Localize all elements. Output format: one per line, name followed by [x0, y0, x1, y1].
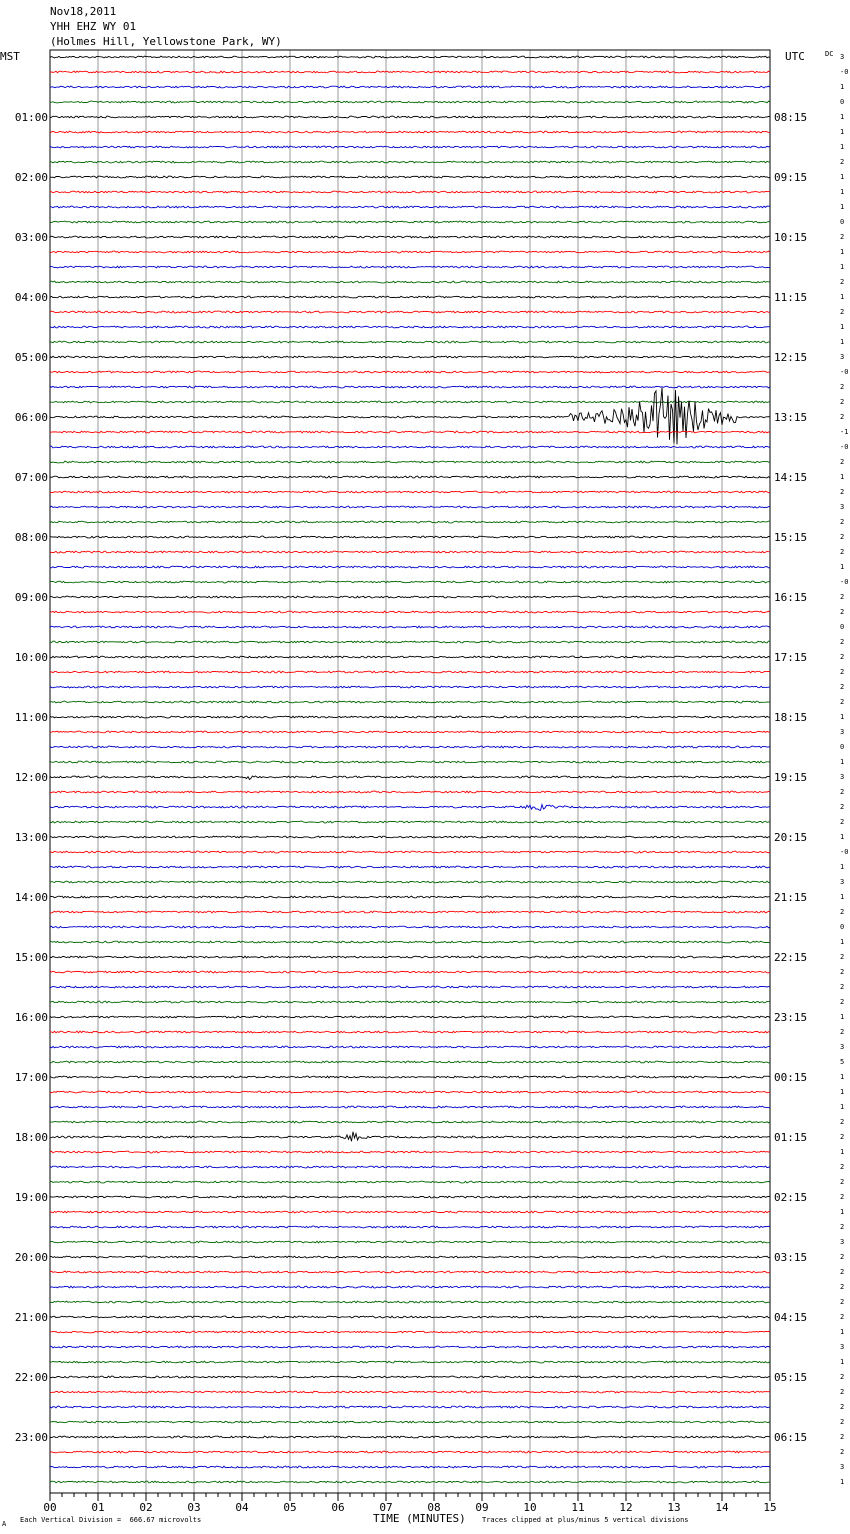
- left-hour-label: 14:00: [14, 891, 48, 904]
- trace-row-46: [50, 746, 770, 748]
- dc-offset-44: 1: [840, 713, 845, 721]
- dc-offset-59: 1: [840, 938, 845, 946]
- trace-row-17: [50, 311, 770, 313]
- dc-offset-25: -1: [840, 428, 849, 436]
- trace-row-36: [50, 596, 770, 598]
- trace-row-15: [50, 281, 770, 283]
- trace-row-86: [50, 1346, 770, 1348]
- left-hour-label: 19:00: [14, 1191, 48, 1204]
- x-tick-label: 02: [139, 1501, 153, 1514]
- dc-offset-93: 2: [840, 1448, 845, 1456]
- dc-offset-27: 2: [840, 458, 845, 466]
- dc-offset-7: 2: [840, 158, 845, 166]
- dc-offset-40: 2: [840, 653, 845, 661]
- dc-offset-78: 2: [840, 1223, 845, 1231]
- trace-row-2: [50, 86, 770, 88]
- trace-row-10: [50, 206, 770, 208]
- right-hour-label: 21:15: [774, 891, 808, 904]
- dc-offset-80: 2: [840, 1253, 845, 1261]
- trace-row-51: [50, 821, 770, 823]
- x-tick-label: 08: [427, 1501, 441, 1514]
- dc-offset-47: 1: [840, 758, 845, 766]
- dc-offset-22: 2: [840, 383, 845, 391]
- trace-row-13: [50, 251, 770, 253]
- left-hour-label: 04:00: [14, 291, 48, 304]
- trace-row-26: [50, 446, 770, 448]
- right-hour-label: 03:15: [774, 1251, 808, 1264]
- trace-row-29: [50, 491, 770, 493]
- dc-offset-49: 2: [840, 788, 845, 796]
- trace-row-43: [50, 701, 770, 703]
- dc-offset-9: 1: [840, 188, 845, 196]
- trace-row-1: [50, 71, 770, 73]
- dc-offset-76: 2: [840, 1193, 845, 1201]
- dc-offset-42: 2: [840, 683, 845, 691]
- dc-offset-63: 2: [840, 998, 845, 1006]
- trace-row-40: [50, 656, 770, 658]
- x-axis-title: TIME (MINUTES): [373, 1512, 466, 1525]
- trace-row-5: [50, 131, 770, 133]
- trace-row-37: [50, 611, 770, 613]
- dc-offset-52: 1: [840, 833, 845, 841]
- x-tick-label: 01: [91, 1501, 105, 1514]
- dc-offset-65: 2: [840, 1028, 845, 1036]
- left-hour-label: 11:00: [14, 711, 48, 724]
- scale-note: Each Vertical Division = 666.67 microvolts: [20, 1516, 202, 1524]
- dc-offset-46: 0: [840, 743, 845, 751]
- dc-offset-88: 2: [840, 1373, 845, 1381]
- trace-row-65: [50, 1031, 770, 1033]
- right-hour-label: 11:15: [774, 291, 808, 304]
- dc-offset-62: 2: [840, 983, 845, 991]
- dc-offset-37: 2: [840, 608, 845, 616]
- right-hour-label: 05:15: [774, 1371, 808, 1384]
- dc-offset-19: 1: [840, 338, 845, 346]
- trace-row-45: [50, 731, 770, 733]
- dc-offset-43: 2: [840, 698, 845, 706]
- trace-row-59: [50, 941, 770, 943]
- trace-row-53: [50, 851, 770, 853]
- right-hour-label: 20:15: [774, 831, 808, 844]
- dc-offset-70: 1: [840, 1103, 845, 1111]
- left-zone-label: MST: [0, 50, 20, 63]
- trace-row-85: [50, 1331, 770, 1333]
- right-zone-label: UTC: [785, 50, 805, 63]
- dc-offset-91: 2: [840, 1418, 845, 1426]
- trace-row-72: [50, 1132, 770, 1142]
- trace-row-88: [50, 1376, 770, 1378]
- dc-offset-56: 1: [840, 893, 845, 901]
- trace-row-58: [50, 926, 770, 928]
- trace-row-25: [50, 431, 770, 433]
- dc-offset-5: 1: [840, 128, 845, 136]
- trace-row-3: [50, 101, 770, 103]
- trace-row-14: [50, 266, 770, 268]
- dc-offset-48: 3: [840, 773, 845, 781]
- trace-row-62: [50, 986, 770, 988]
- left-hour-label: 02:00: [14, 171, 48, 184]
- dc-offset-85: 1: [840, 1328, 845, 1336]
- x-tick-label: 14: [715, 1501, 729, 1514]
- left-hour-label: 17:00: [14, 1071, 48, 1084]
- header-date: Nov18,2011: [50, 5, 117, 18]
- trace-row-89: [50, 1391, 770, 1393]
- trace-row-4: [50, 116, 770, 118]
- left-hour-label: 06:00: [14, 411, 48, 424]
- dc-offset-15: 2: [840, 278, 845, 286]
- trace-row-61: [50, 971, 770, 973]
- dc-offset-83: 2: [840, 1298, 845, 1306]
- dc-offset-16: 1: [840, 293, 845, 301]
- trace-row-87: [50, 1361, 770, 1363]
- dc-offset-2: 1: [840, 83, 845, 91]
- trace-row-80: [50, 1256, 770, 1258]
- trace-row-93: [50, 1451, 770, 1453]
- trace-row-33: [50, 551, 770, 553]
- clip-note: Traces clipped at plus/minus 5 vertical divisions: [482, 1516, 689, 1524]
- dc-offset-34: 1: [840, 563, 845, 571]
- trace-row-95: [50, 1481, 770, 1483]
- trace-row-83: [50, 1301, 770, 1303]
- left-hour-label: 12:00: [14, 771, 48, 784]
- dc-offset-51: 2: [840, 818, 845, 826]
- dc-offset-8: 1: [840, 173, 845, 181]
- dc-offset-55: 3: [840, 878, 845, 886]
- left-hour-label: 07:00: [14, 471, 48, 484]
- trace-row-55: [50, 881, 770, 883]
- right-hour-label: 02:15: [774, 1191, 808, 1204]
- trace-row-12: [50, 236, 770, 238]
- right-hour-label: 06:15: [774, 1431, 808, 1444]
- x-tick-label: 13: [667, 1501, 681, 1514]
- dc-offset-92: 2: [840, 1433, 845, 1441]
- trace-row-76: [50, 1196, 770, 1198]
- trace-row-11: [50, 221, 770, 223]
- x-tick-label: 06: [331, 1501, 345, 1514]
- trace-row-39: [50, 641, 770, 643]
- left-hour-label: 08:00: [14, 531, 48, 544]
- x-tick-label: 15: [763, 1501, 777, 1514]
- dc-offset-73: 1: [840, 1148, 845, 1156]
- trace-row-74: [50, 1166, 770, 1168]
- trace-row-18: [50, 326, 770, 328]
- trace-row-38: [50, 626, 770, 628]
- trace-row-48: [50, 776, 770, 780]
- right-hour-label: 09:15: [774, 171, 808, 184]
- trace-row-94: [50, 1466, 770, 1468]
- trace-row-70: [50, 1106, 770, 1108]
- dc-offset-74: 2: [840, 1163, 845, 1171]
- dc-offset-30: 3: [840, 503, 845, 511]
- dc-offset-20: 3: [840, 353, 845, 361]
- trace-row-8: [50, 176, 770, 178]
- left-hour-label: 13:00: [14, 831, 48, 844]
- x-tick-label: 10: [523, 1501, 537, 1514]
- x-tick-label: 04: [235, 1501, 249, 1514]
- dc-offset-0: 3: [840, 53, 845, 61]
- left-hour-label: 09:00: [14, 591, 48, 604]
- dc-offset-79: 3: [840, 1238, 845, 1246]
- trace-row-7: [50, 161, 770, 163]
- header-station: YHH EHZ WY 01: [50, 20, 137, 33]
- trace-row-30: [50, 506, 770, 508]
- trace-row-34: [50, 566, 770, 568]
- dc-offset-75: 2: [840, 1178, 845, 1186]
- right-hour-label: 17:15: [774, 651, 808, 664]
- x-tick-label: 12: [619, 1501, 633, 1514]
- trace-row-66: [50, 1046, 770, 1048]
- dc-offset-60: 2: [840, 953, 845, 961]
- right-hour-label: 08:15: [774, 111, 808, 124]
- trace-row-6: [50, 146, 770, 148]
- left-hour-label: 03:00: [14, 231, 48, 244]
- trace-row-52: [50, 836, 770, 838]
- dc-offset-14: 1: [840, 263, 845, 271]
- trace-row-73: [50, 1151, 770, 1153]
- dc-offset-61: 2: [840, 968, 845, 976]
- left-hour-label: 20:00: [14, 1251, 48, 1264]
- dc-offset-82: 2: [840, 1283, 845, 1291]
- dc-offset-21: -0: [840, 368, 849, 376]
- trace-row-42: [50, 686, 770, 688]
- x-tick-label: 11: [571, 1501, 585, 1514]
- dc-offset-23: 2: [840, 398, 845, 406]
- trace-row-91: [50, 1421, 770, 1423]
- left-hour-label: 21:00: [14, 1311, 48, 1324]
- trace-row-82: [50, 1286, 770, 1288]
- dc-offset-24: 2: [840, 413, 845, 421]
- left-hour-label: 22:00: [14, 1371, 48, 1384]
- right-hour-label: 18:15: [774, 711, 808, 724]
- right-hour-label: 22:15: [774, 951, 808, 964]
- dc-offset-95: 1: [840, 1478, 845, 1486]
- trace-row-35: [50, 581, 770, 583]
- right-hour-label: 01:15: [774, 1131, 808, 1144]
- left-hour-label: 16:00: [14, 1011, 48, 1024]
- right-hour-label: 04:15: [774, 1311, 808, 1324]
- dc-offset-31: 2: [840, 518, 845, 526]
- dc-offset-58: 0: [840, 923, 845, 931]
- corner-mark: A: [2, 1520, 7, 1528]
- trace-row-77: [50, 1211, 770, 1213]
- dc-offset-38: 0: [840, 623, 845, 631]
- dc-offset-4: 1: [840, 113, 845, 121]
- left-hour-label: 01:00: [14, 111, 48, 124]
- dc-offset-3: 0: [840, 98, 845, 106]
- dc-offset-89: 2: [840, 1388, 845, 1396]
- dc-offset-71: 2: [840, 1118, 845, 1126]
- trace-row-32: [50, 536, 770, 538]
- trace-row-84: [50, 1316, 770, 1318]
- dc-offset-28: 1: [840, 473, 845, 481]
- dc-offset-86: 3: [840, 1343, 845, 1351]
- dc-offset-67: 5: [840, 1058, 845, 1066]
- x-tick-label: 03: [187, 1501, 201, 1514]
- trace-row-69: [50, 1091, 770, 1093]
- left-hour-label: 23:00: [14, 1431, 48, 1444]
- dc-offset-18: 1: [840, 323, 845, 331]
- dc-offset-10: 1: [840, 203, 845, 211]
- trace-row-20: [50, 356, 770, 358]
- trace-row-68: [50, 1076, 770, 1078]
- x-tick-label: 09: [475, 1501, 489, 1514]
- dc-offset-68: 1: [840, 1073, 845, 1081]
- trace-row-27: [50, 461, 770, 463]
- trace-row-56: [50, 896, 770, 898]
- left-hour-label: 10:00: [14, 651, 48, 664]
- dc-offset-29: 2: [840, 488, 845, 496]
- dc-offset-57: 2: [840, 908, 845, 916]
- right-hour-label: 23:15: [774, 1011, 808, 1024]
- dc-offset-94: 3: [840, 1463, 845, 1471]
- trace-row-75: [50, 1181, 770, 1183]
- dc-offset-53: -0: [840, 848, 849, 856]
- dc-offset-12: 2: [840, 233, 845, 241]
- dc-offset-81: 2: [840, 1268, 845, 1276]
- dc-label: DC: [825, 50, 834, 58]
- dc-offset-39: 2: [840, 638, 845, 646]
- right-hour-label: 00:15: [774, 1071, 808, 1084]
- trace-row-57: [50, 911, 770, 913]
- dc-offset-1: -0: [840, 68, 849, 76]
- dc-offset-35: -0: [840, 578, 849, 586]
- dc-offset-17: 2: [840, 308, 845, 316]
- dc-offset-32: 2: [840, 533, 845, 541]
- left-hour-label: 18:00: [14, 1131, 48, 1144]
- x-tick-label: 00: [43, 1501, 57, 1514]
- trace-row-79: [50, 1241, 770, 1243]
- trace-row-44: [50, 716, 770, 718]
- dc-offset-45: 3: [840, 728, 845, 736]
- trace-row-60: [50, 956, 770, 958]
- trace-row-31: [50, 521, 770, 523]
- right-hour-label: 12:15: [774, 351, 808, 364]
- trace-row-0: [50, 56, 770, 58]
- trace-row-41: [50, 671, 770, 673]
- trace-row-23: [50, 401, 770, 403]
- trace-row-81: [50, 1271, 770, 1273]
- left-hour-label: 05:00: [14, 351, 48, 364]
- dc-offset-26: -0: [840, 443, 849, 451]
- trace-row-50: [50, 805, 770, 811]
- trace-row-22: [50, 386, 770, 388]
- trace-row-92: [50, 1436, 770, 1438]
- trace-row-21: [50, 371, 770, 373]
- left-hour-label: 15:00: [14, 951, 48, 964]
- right-hour-label: 16:15: [774, 591, 808, 604]
- dc-offset-33: 2: [840, 548, 845, 556]
- dc-offset-13: 1: [840, 248, 845, 256]
- right-hour-label: 19:15: [774, 771, 808, 784]
- x-tick-label: 07: [379, 1501, 393, 1514]
- right-hour-label: 13:15: [774, 411, 808, 424]
- dc-offset-50: 2: [840, 803, 845, 811]
- trace-row-67: [50, 1061, 770, 1063]
- trace-row-16: [50, 296, 770, 298]
- dc-offset-77: 1: [840, 1208, 845, 1216]
- trace-row-47: [50, 761, 770, 763]
- trace-row-54: [50, 866, 770, 868]
- dc-offset-6: 1: [840, 143, 845, 151]
- trace-row-90: [50, 1406, 770, 1408]
- trace-row-24: [50, 388, 770, 445]
- right-hour-label: 10:15: [774, 231, 808, 244]
- dc-offset-84: 2: [840, 1313, 845, 1321]
- trace-row-19: [50, 341, 770, 343]
- trace-row-64: [50, 1016, 770, 1018]
- dc-offset-66: 3: [840, 1043, 845, 1051]
- trace-row-78: [50, 1226, 770, 1228]
- trace-row-63: [50, 1001, 770, 1003]
- trace-row-28: [50, 476, 770, 478]
- dc-offset-90: 2: [840, 1403, 845, 1411]
- trace-row-9: [50, 191, 770, 193]
- trace-row-49: [50, 791, 770, 793]
- dc-offset-36: 2: [840, 593, 845, 601]
- header-location: (Holmes Hill, Yellowstone Park, WY): [50, 35, 282, 48]
- dc-offset-11: 0: [840, 218, 845, 226]
- trace-row-71: [50, 1121, 770, 1123]
- right-hour-label: 15:15: [774, 531, 808, 544]
- dc-offset-72: 2: [840, 1133, 845, 1141]
- dc-offset-69: 1: [840, 1088, 845, 1096]
- dc-offset-64: 1: [840, 1013, 845, 1021]
- dc-offset-87: 1: [840, 1358, 845, 1366]
- x-tick-label: 05: [283, 1501, 297, 1514]
- dc-offset-54: 1: [840, 863, 845, 871]
- dc-offset-41: 2: [840, 668, 845, 676]
- right-hour-label: 14:15: [774, 471, 808, 484]
